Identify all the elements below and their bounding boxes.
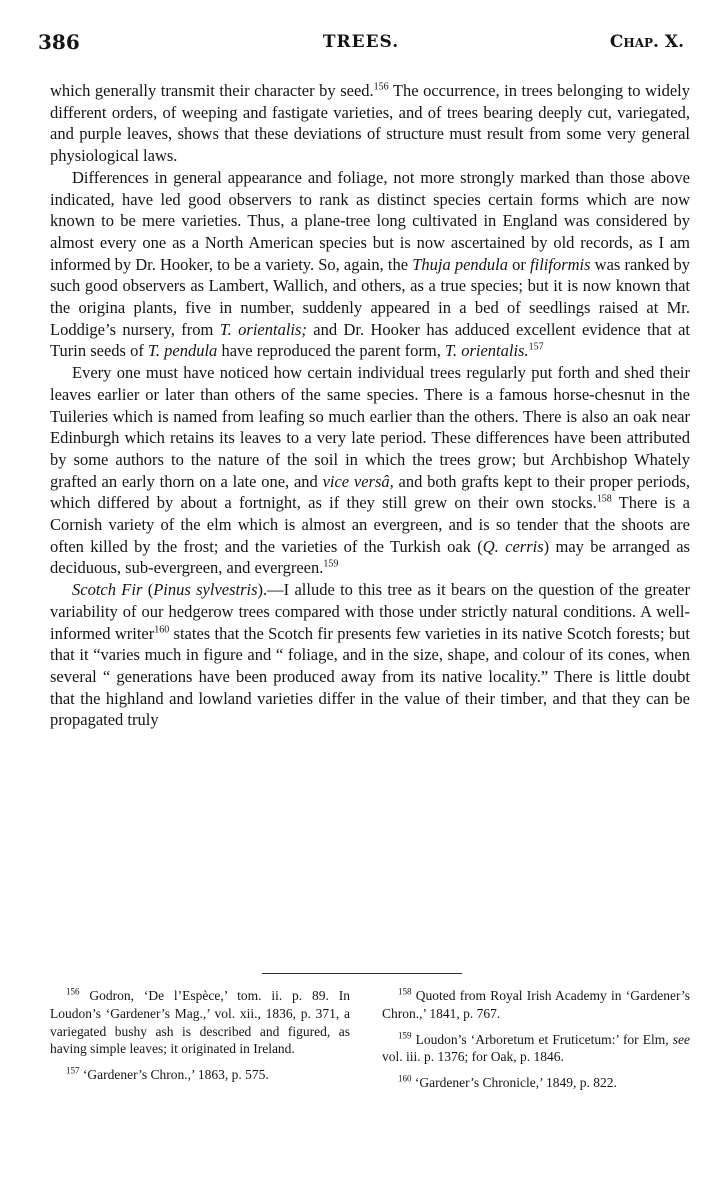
footnote-ref-156: 156 [373,81,389,93]
footnote-157 [50,1066,350,1084]
text-span: The occurrence, in trees belonging to widely different orders, of weeping and fastigate varieties, and of trees bearing deeply cut, variegated, and purple leaves, shows that these deviations of structure must result from some very general physiological laws. [50,81,690,166]
footnote-ref-159: 159 [323,558,339,570]
italic-span: vice versâ, [322,471,394,491]
italic-span: Q. cerris [482,536,544,556]
italic-span: Scotch Fir [72,580,143,600]
footnote-ref-157: 157 [528,341,544,353]
footnote-number: 157 [66,1065,80,1076]
text-span: Differences in general appearance and foliage, not more strongly marked than those above indicated, have led good observers to rank as distinct species certain forms which are now known to be mere varieties. Thus, a plane-tree long cultivated in England was considered by almost every one as a North American species but is now ascertained by old records, as I am informed by Dr. Hooker, to be a variety. So, again, the [50,167,690,274]
running-title: TREES. [322,32,400,52]
text-span: There is a Cornish variety of the elm which is almost an evergreen, and is so tender that the shoots are often killed by the frost; and the varieties of the Turkish oak ( [50,493,690,556]
text-span: ‘Gardener’s Chronicle,’ 1849, p. 822. [411,1075,617,1091]
footnote-number: 156 [66,986,80,997]
italic-span: see [672,1031,690,1047]
text-span: vol. iii. p. 1376; for Oak, p. 1846. [382,1049,564,1065]
footnote-158 [382,987,690,1023]
footnote-number: 158 [398,986,412,997]
text-span: have reproduced the parent form, [217,341,446,361]
chapter-label: Chap. X. [609,32,684,52]
italic-span: Pinus sylvestris [153,580,258,600]
footnote-number: 160 [398,1073,412,1084]
italic-span: T. orientalis. [445,341,529,361]
text-span: Godron, ‘De l’Espèce,’ tom. ii. p. 89. In Loudon’s ‘Gardener’s Mag.,’ vol. xii., 1836, p. 371, a variegated bushy ash is described and figured, as having simple leaves; it originated in Ireland. [50,988,350,1057]
page-number: 386 [38,30,80,54]
footnote-160 [382,1074,690,1092]
text-span: or [508,254,531,274]
paragraph-1 [50,80,690,167]
text-span: ).—I allude to this tree as it bears on the question of the greater variability of our hedgerow trees compared with those under strictly natural conditions. A well-informed writer [50,580,690,643]
footnote-ref-158: 158 [596,493,612,505]
text-span: Loudon’s ‘Arboretum et Fruticetum:’ for Elm, [411,1031,673,1047]
paragraph-3 [50,362,690,579]
italic-span: Thuja pendula [412,254,509,274]
footnotes-right-column [382,987,690,1100]
text-span: ) may be arranged as deciduous, sub-evergreen, and evergreen. [50,536,690,578]
italic-span: T. pendula [147,341,218,361]
footnote-divider [262,973,462,974]
text-span: ‘Gardener’s Chron.,’ 1863, p. 575. [79,1067,269,1083]
text-span: and both grafts kept to their proper periods, which differed by about a fortnight, as if they still grew on their own stocks. [50,471,690,513]
footnote-ref-160: 160 [154,624,170,636]
text-span: Every one must have noticed how certain individual trees regularly put forth and shed their leaves earlier or later than others of the same species. There is a famous horse-chesnut in the Tuileries which is named from leafing so much earlier than the others. There is also an oak near Edinburgh which retains its leaves to a very late period. These differences have been attributed by some authors to the nature of the soil in which the trees grow; but Archbishop Whately grafted an early thorn on a late one, and [50,363,690,491]
footnotes-left-column [50,987,350,1092]
text-span: which generally transmit their character by seed. [50,81,374,100]
italic-span: filiformis [530,254,591,274]
text-span: and Dr. Hooker has adduced excellent evidence that at Turin seeds of [50,319,690,361]
paragraph-2 [50,167,690,362]
footnote-156 [50,987,350,1058]
paragraph-4 [50,579,690,731]
text-span: Quoted from Royal Irish Academy in ‘Gardener’s Chron.,’ 1841, p. 767. [382,988,690,1021]
running-header [38,30,684,60]
footnote-159 [382,1031,690,1067]
footnote-number: 159 [398,1030,412,1041]
text-span: states that the Scotch fir presents few varieties in its native Scotch forests; but that it “varies much in figure and “ foliage, and in the size, shape, and colour of its cones, when several “ generations have been produced away from its native locality.” There is little doubt that the highland and lowland varieties differ in the value of their timber, and that they can be propagated truly [50,623,690,730]
main-text [50,80,690,731]
text-span: was ranked by such good observers as Lambert, Wallich, and others, as a true species; but it is now known that the origina plants, five in number, suddenly appeared in a bed of seedlings raised at Mr. Loddige’s nursery, from [50,254,691,339]
text-span: ( [142,580,154,600]
italic-span: T. orientalis; [219,319,307,339]
